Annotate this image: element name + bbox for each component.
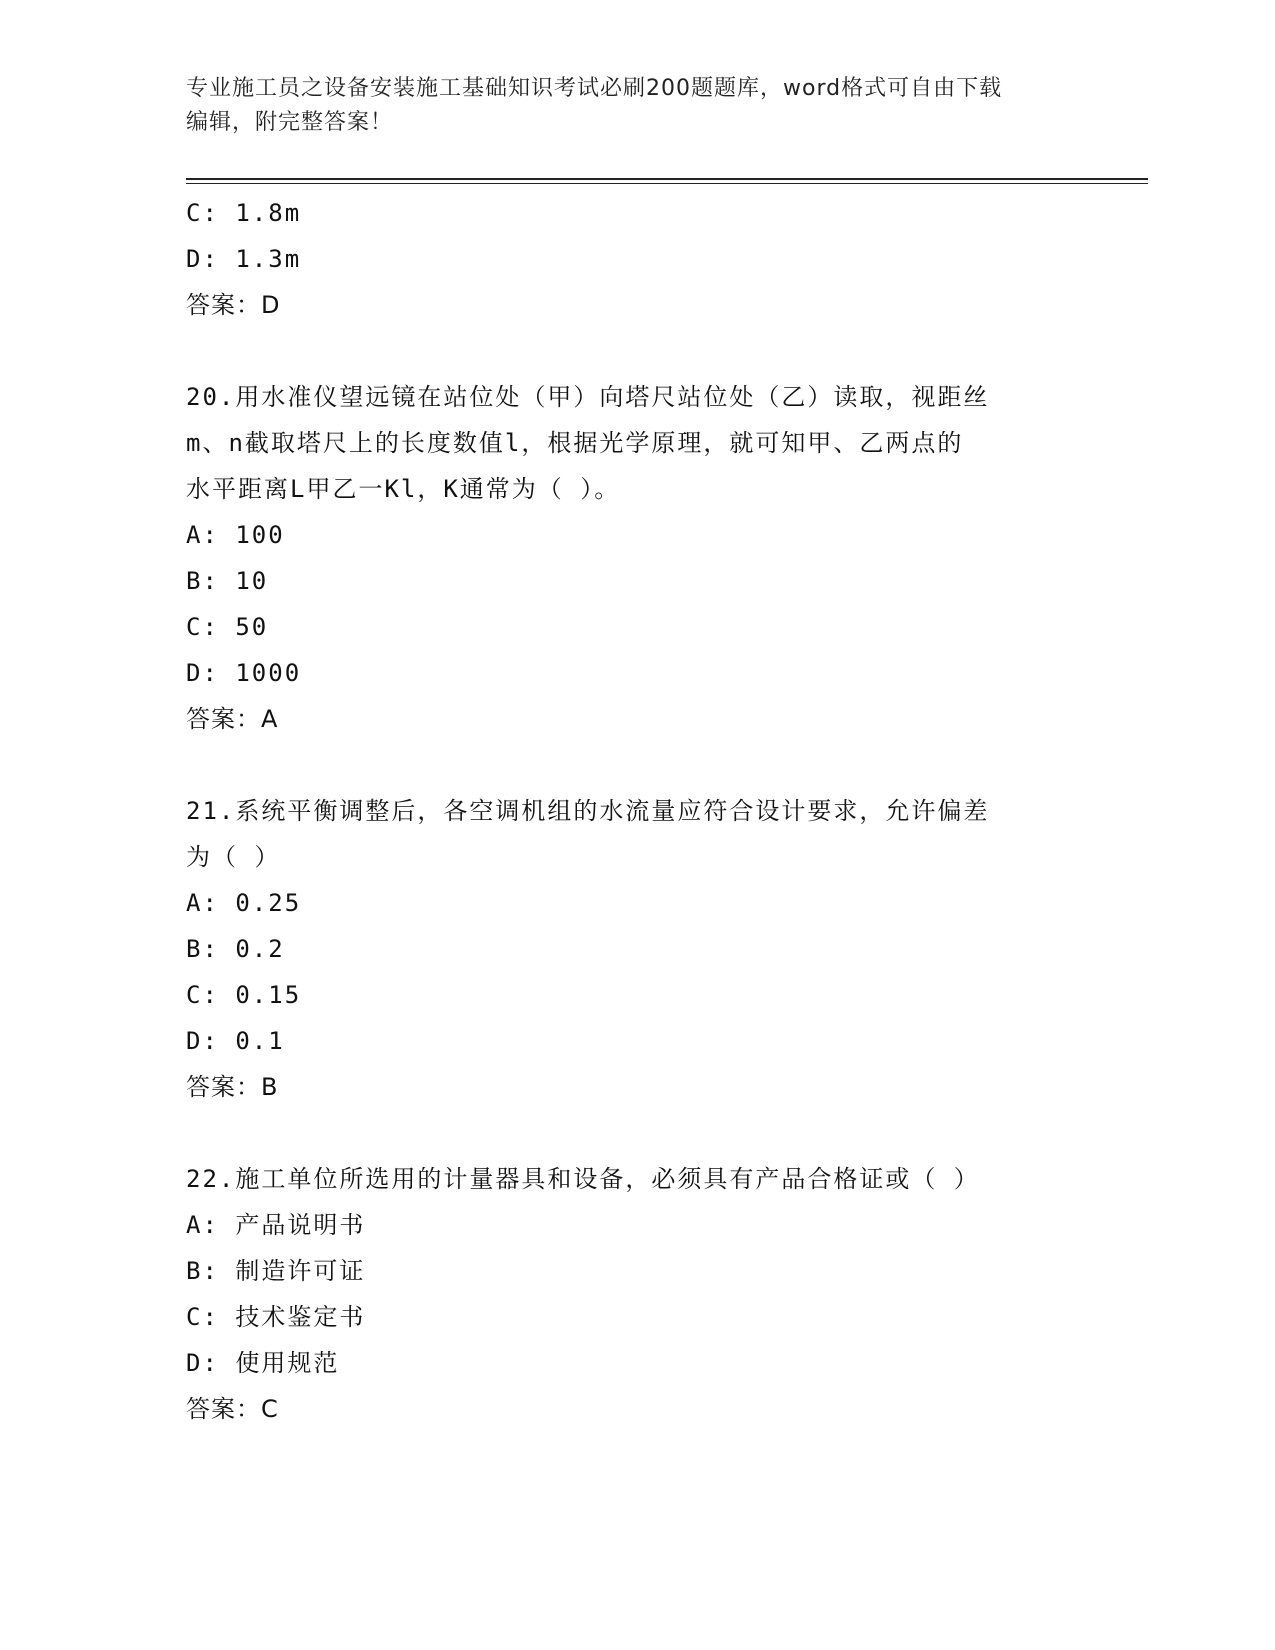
question-text	[186, 788, 1086, 880]
answer-line: 答案：C	[186, 1395, 279, 1423]
option-c: C: 技术鉴定书	[186, 1303, 366, 1331]
header-title-line-1: 专业施工员之设备安装施工基础知识考试必刷200题题库，word格式可自由下载	[186, 76, 1003, 101]
option-c: C: 0.15	[186, 981, 302, 1009]
option-b: B: 0.2	[186, 935, 285, 963]
option-c: C: 50	[186, 613, 269, 641]
spacer	[186, 1110, 1086, 1156]
answer-line: 答案：D	[186, 291, 281, 319]
question-text-line: 20.用水准仪望远镜在站位处（甲）向塔尺站位处（乙）读取，视距丝	[186, 383, 990, 411]
option-c: C: 1.8m	[186, 199, 302, 227]
question-22	[186, 1156, 1086, 1432]
option-a: A: 0.25	[186, 889, 302, 917]
option-a: A: 产品说明书	[186, 1211, 366, 1239]
option-d: D: 1000	[186, 659, 302, 687]
previous-question-tail	[186, 190, 1086, 328]
header-divider-thick	[186, 178, 1148, 180]
option-d: D: 0.1	[186, 1027, 285, 1055]
answer-line: 答案：A	[186, 705, 279, 733]
spacer	[186, 328, 1086, 374]
question-20	[186, 374, 1086, 742]
question-21	[186, 788, 1086, 1110]
question-text-line: 水平距离L甲乙一Kl，K通常为（ ）。	[186, 475, 621, 503]
header-title-line-2: 编辑，附完整答案！	[186, 110, 394, 135]
spacer	[186, 742, 1086, 788]
option-b: B: 制造许可证	[186, 1257, 366, 1285]
question-text-line: 为（ ）	[186, 843, 281, 871]
option-d: D: 使用规范	[186, 1349, 340, 1377]
question-text	[186, 374, 1086, 512]
question-text-line: 21.系统平衡调整后，各空调机组的水流量应符合设计要求，允许偏差	[186, 797, 990, 825]
document-header	[186, 72, 1086, 140]
question-text	[186, 1156, 1086, 1202]
answer-line: 答案：B	[186, 1073, 279, 1101]
question-text-line: m、n截取塔尺上的长度数值l，根据光学原理，就可知甲、乙两点的	[186, 429, 964, 457]
question-list	[186, 190, 1086, 1432]
question-text-line: 22.施工单位所选用的计量器具和设备，必须具有产品合格证或（ ）	[186, 1165, 980, 1193]
header-divider-thin	[186, 183, 1148, 184]
option-d: D: 1.3m	[186, 245, 302, 273]
option-b: B: 10	[186, 567, 269, 595]
option-a: A: 100	[186, 521, 285, 549]
